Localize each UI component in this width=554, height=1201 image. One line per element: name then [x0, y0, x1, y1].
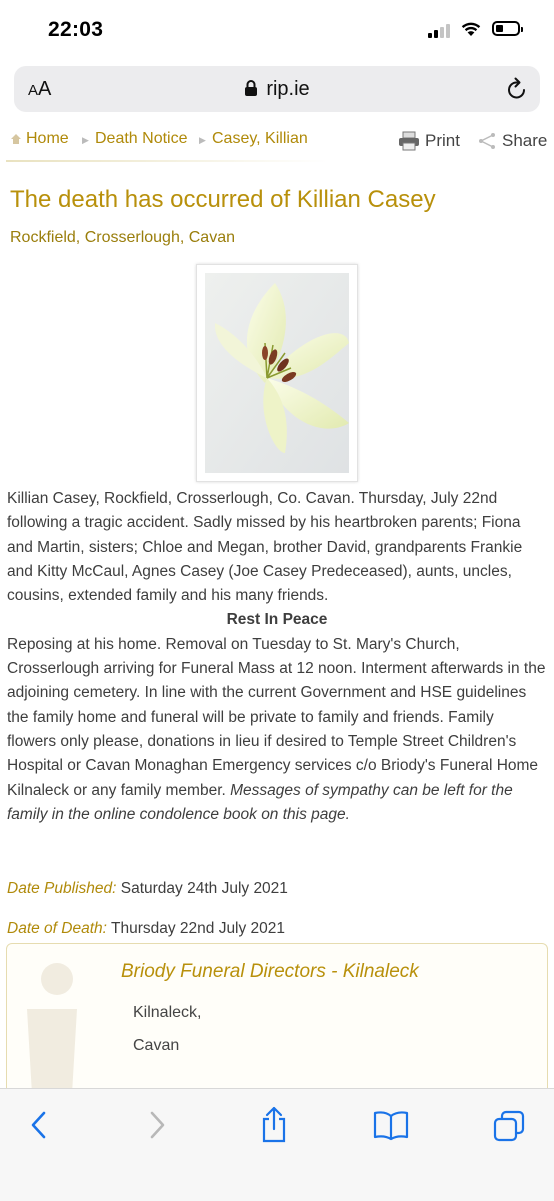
funeral-director-address-line2: Cavan [133, 1037, 180, 1054]
home-arrow-icon [10, 133, 22, 145]
date-of-death-value: Thursday 22nd July 2021 [110, 920, 286, 937]
bookmarks-icon[interactable] [372, 1109, 410, 1141]
print-link[interactable]: Print [425, 131, 460, 150]
lock-icon [244, 79, 258, 97]
notice-title: The death has occurred of Killian Casey [10, 186, 436, 213]
browser-toolbar [0, 1088, 554, 1201]
aa-small-label: A [28, 82, 39, 99]
date-of-death-label: Date of Death: [7, 920, 107, 937]
cellular-signal-icon [428, 22, 454, 38]
breadcrumb-separator-icon: ▶ [82, 135, 89, 145]
url-display[interactable] [14, 78, 540, 101]
clock: 22:03 [48, 18, 104, 41]
forward-icon[interactable] [146, 1109, 168, 1141]
info-watermark-icon [6, 954, 107, 1094]
notice-paragraph-2-text: Reposing at his home. Removal on Tuesday to St. Mary's Church, Crosserlough arriving for Funeral Mass at 12 noon. Interment afterwards in the adjoining cemetery. In line with the current Government and HSE guidelines the family home and funeral will be private to family and friends. Family flowers only please, donations in lieu if desired to Temple Street Children's Hospital or Cavan Monaghan Emergency services c/o Briody's Funeral Home Kilnaleck or any family member. [7, 635, 546, 799]
battery-icon [492, 21, 520, 36]
wifi-icon [460, 20, 482, 37]
funeral-director-name[interactable]: Briody Funeral Directors - Kilnaleck [121, 961, 419, 982]
address-bar[interactable] [14, 66, 540, 112]
status-bar [0, 0, 554, 60]
url-text: rip.ie [266, 78, 310, 100]
share-link[interactable]: Share [502, 131, 548, 150]
aa-big-label: A [38, 78, 52, 100]
reload-icon[interactable] [506, 77, 528, 101]
notice-photo-frame [196, 264, 358, 482]
breadcrumb-section-link[interactable]: Death Notice [95, 130, 188, 147]
date-published-row [7, 880, 288, 898]
breadcrumb [8, 130, 328, 160]
breadcrumb-underline [6, 160, 328, 162]
date-published-label: Date Published: [7, 880, 117, 897]
date-published-value: Saturday 24th July 2021 [120, 880, 288, 897]
condolence-note: Messages of sympathy can be left for the family in the online condolence book on this page. [7, 781, 513, 823]
funeral-director-box [6, 943, 548, 1105]
notice-body [7, 487, 547, 827]
notice-location: Rockfield, Crosserlough, Cavan [10, 229, 235, 246]
date-of-death-row [7, 920, 285, 938]
notice-paragraph-2 [7, 633, 547, 827]
breadcrumb-home-link[interactable]: Home [26, 130, 69, 147]
breadcrumb-separator-icon: ▶ [199, 135, 206, 145]
share-sheet-icon[interactable] [258, 1105, 290, 1143]
share-icon[interactable] [478, 132, 496, 150]
back-icon[interactable] [28, 1109, 50, 1141]
breadcrumb-current-link[interactable]: Casey, Killian [212, 130, 308, 147]
printer-icon[interactable] [398, 131, 420, 151]
rest-in-peace-heading: Rest In Peace [226, 611, 328, 629]
notice-paragraph-1: Killian Casey, Rockfield, Crosserlough, Co. Cavan. Thursday, July 22nd following a tragic accident. Sadly missed by his heartbroken parents; Fiona and Martin, sisters; Chloe and Megan, brother David, grandparents Frankie and Kitty McCaul, Agnes Casey (Joe Casey Predeceased), aunts, uncles, cousins, extended family and his many friends. [7, 490, 523, 605]
lily-flower-image [205, 273, 349, 473]
tabs-icon[interactable] [492, 1109, 526, 1143]
funeral-director-address-line1: Kilnaleck, [133, 1004, 202, 1021]
